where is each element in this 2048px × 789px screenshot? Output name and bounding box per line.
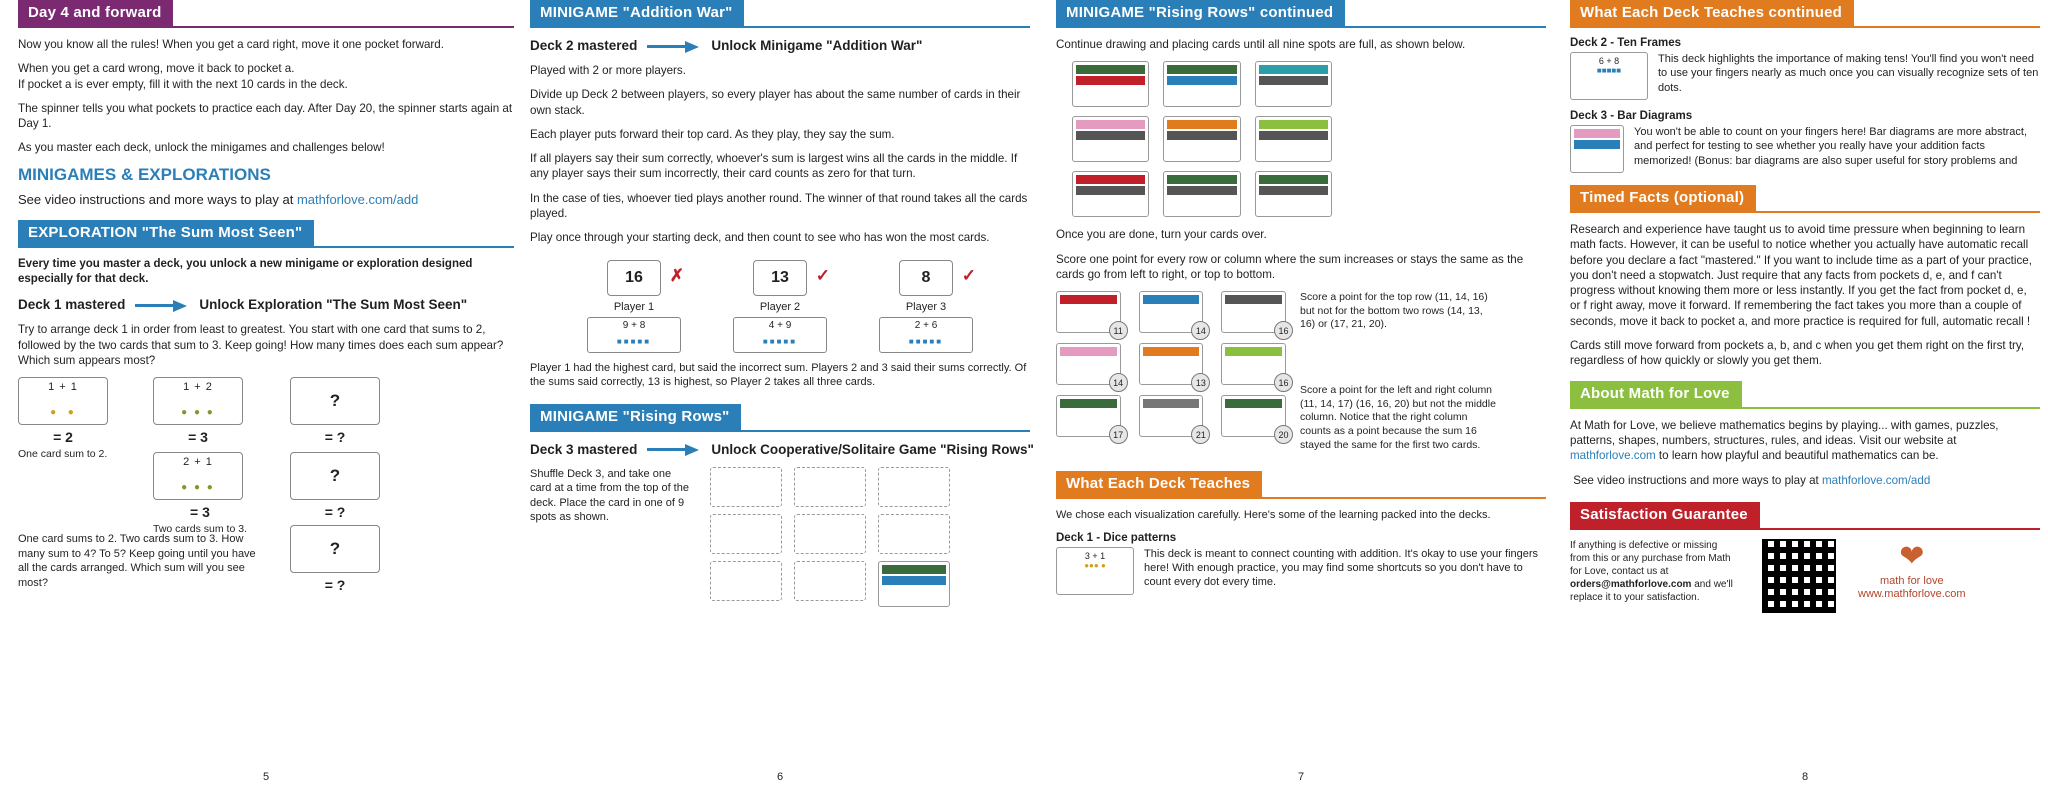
war-player-1-card: 9 + 8	[622, 319, 646, 331]
guarantee-banner-bar	[1570, 502, 2040, 530]
rows-placed-card	[878, 561, 950, 607]
timed-para-2: Cards still move forward from pockets a, b, and c when you get them right on the first try, regardless of how quickly or slowly you get them.	[1570, 339, 2025, 368]
war-player-1-sum: 16	[607, 260, 661, 296]
deck1-unlock-text: Unlock Exploration "The Sum Most Seen"	[199, 297, 468, 313]
day4-para-5: As you master each deck, unlock the minigames and challenges below!	[18, 141, 385, 155]
rising-rows-empty-grid	[710, 467, 950, 607]
guarantee-text-1: If anything is defective or missing from this or any purchase from Math for Love, contact us at	[1570, 539, 1731, 577]
teaches-banner: What Each Deck Teaches	[1056, 471, 1262, 497]
addition-war-banner-bar	[530, 0, 1030, 28]
rows-num-card: 13	[1139, 343, 1204, 385]
about-video-prefix: See video instructions and more ways to play at	[1573, 473, 1822, 487]
war-para-3: Each player puts forward their top card. As they play, they say the sum.	[530, 127, 895, 141]
rows-slot	[794, 514, 866, 554]
rows-num-card: 21	[1139, 395, 1204, 437]
war-para-2: Divide up Deck 2 between players, so every player has about the same number of cards in their own stack.	[530, 88, 1021, 117]
rows-card	[1163, 116, 1240, 162]
rising-rows-full-grid	[1072, 61, 1332, 217]
war-caption: Player 1 had the highest card, but said the incorrect sum. Players 2 and 3 said their sums correctly. Of the sums said correctly, 13 is highest, so Player 2 takes all three cards.	[530, 361, 1027, 389]
rows-card	[1072, 61, 1149, 107]
rows-slot	[710, 514, 782, 554]
rows-slot	[878, 467, 950, 507]
sum-card-5-q: ?	[290, 452, 380, 500]
rows-slot	[710, 561, 782, 601]
rows-card	[1255, 116, 1332, 162]
about-link[interactable]: mathforlove.com	[1570, 449, 1656, 463]
logo-name: math for love	[1880, 574, 1944, 587]
teaches-banner-bar	[1056, 471, 1546, 499]
guarantee-text-2: and we'll replace it to your satisfaction.	[1570, 578, 1733, 603]
about-video-link[interactable]: mathforlove.com/add	[1822, 473, 1931, 487]
rising-rows-banner: MINIGAME "Rising Rows"	[530, 404, 741, 430]
about-banner: About Math for Love	[1570, 381, 1742, 407]
page-number-7: 7	[1297, 771, 1305, 783]
deck2-card-eq: 6 + 8	[1598, 56, 1620, 66]
deck3-title: Deck 3 - Bar Diagrams	[1570, 110, 1693, 122]
day4-para-1: Now you know all the rules! When you get a card right, move it one pocket forward.	[18, 38, 444, 51]
sum-card-6-q: ?	[290, 525, 380, 573]
deck2-unlock-label: Deck 2 mastered	[530, 38, 638, 53]
war-player-3-card: 2 + 6	[914, 319, 938, 331]
teaches-intro: We chose each visualization carefully. Here's some of the learning packed into the decks.	[1056, 509, 1491, 522]
war-player-2-card: 4 + 9	[768, 319, 792, 331]
arrow-right-icon	[647, 41, 701, 51]
rows-note-bottom: Score a point for the left and right column (11, 14, 17) (16, 16, 20) but not the middle column. Notice that the right column counts as a point because the sum 16 stayed the same for the first two cards.	[1300, 384, 1496, 451]
sum-card-5-result: = ?	[324, 504, 346, 521]
rows-card	[1072, 116, 1149, 162]
about-video-line	[1570, 473, 2040, 488]
timed-banner: Timed Facts (optional)	[1570, 185, 1756, 211]
page-6	[530, 0, 1034, 789]
sum-card-1-eq: 1 + 1	[48, 381, 78, 394]
rising-rows-cont-banner: MINIGAME "Rising Rows" continued	[1056, 0, 1345, 26]
deck3-unlock-row	[530, 441, 1034, 457]
rows-cont-intro: Continue drawing and placing cards until all nine spots are full, as shown below.	[1056, 38, 1466, 51]
deck3-unlock-text: Unlock Cooperative/Solitaire Game "Rising Rows"	[711, 441, 1034, 457]
page-7	[1056, 0, 1546, 789]
heart-icon: ❤	[1899, 539, 1925, 573]
about-text-suffix: to learn how playful and beautiful mathematics can be.	[1655, 449, 1939, 463]
teaches-cont-banner: What Each Deck Teaches continued	[1570, 0, 1854, 26]
addition-war-example	[530, 260, 1030, 353]
war-player-2-name: Player 2	[759, 300, 801, 313]
deck3-unlock-label: Deck 3 mastered	[530, 441, 638, 457]
page-number-8: 8	[1801, 771, 1809, 783]
sum-card-1: 1 + 1 ● ● = 2 One card sum to 2.	[18, 377, 108, 460]
sum-card-3-caption: Two cards sum to 3.	[153, 523, 247, 536]
guarantee-banner: Satisfaction Guarantee	[1570, 502, 1760, 528]
exploration-closing: One card sums to 2. Two cards sum to 3. How many sum to 4? To 5? Keep going until you have all the cards arranged. Which sum will you see most?	[18, 533, 256, 589]
timed-para-1: Research and experience have taught us to avoid time pressure when beginning to learn math facts. However, it can be useful to notice whether you actually have automatic recall before you declare a fact "mastered." If you want to include time as a part of your practice, you don't need a stopwatch. Just require that any facts from pockets d, e, and f can't progress without knowing them more or less instantly. If you get the fact from pocket d, e, or f right away, move it forward. If remembering the fact takes you more than a couple of seconds, move it back to pocket a, and more practice is required for full, automatic recall !	[1570, 223, 2032, 328]
war-player-3-sum: 8	[899, 260, 953, 296]
deck1-card-icon: 3 + 1 ●●● ●	[1056, 547, 1134, 595]
rows-body: Shuffle Deck 3, and take one card at a time from the top of the deck. Place the card in one of 9 spots as shown.	[530, 467, 689, 524]
exploration-intro: Every time you master a deck, you unlock a new minigame or exploration designed especially for that deck.	[18, 257, 473, 286]
addition-war-banner: MINIGAME "Addition War"	[530, 0, 744, 26]
exploration-banner: EXPLORATION "The Sum Most Seen"	[18, 220, 314, 246]
rows-num-card: 16	[1221, 291, 1286, 333]
rows-num-card: 14	[1056, 343, 1121, 385]
deck3-text: You won't be able to count on your fingers here! Bar diagrams are more abstract, and perfect for testing to see whether you really have your addition facts memorized! (Bonus: bar diagrams are also super useful for story problems and	[1634, 126, 2028, 167]
logo-url: www.mathforlove.com	[1858, 588, 1966, 601]
sum-card-4	[290, 377, 380, 445]
about-text	[1570, 418, 2040, 464]
rows-slot	[794, 467, 866, 507]
video-line-text: See video instructions and more ways to play at	[18, 191, 297, 207]
day4-banner: Day 4 and forward	[18, 0, 173, 26]
sum-card-3: 2 + 1 ● ● ● = 3 Two cards sum to 3.	[153, 452, 247, 535]
guarantee-email[interactable]: orders@mathforlove.com	[1570, 578, 1692, 590]
war-player-2: 13 ✓ Player 2 4 + 9 ■■■■■	[720, 260, 840, 353]
page-number-6: 6	[776, 771, 784, 783]
sum-card-1-caption: One card sum to 2.	[18, 448, 108, 461]
war-player-1-name: Player 1	[613, 300, 655, 313]
sum-card-3-eq: 2 + 1	[183, 456, 213, 469]
deck2-unlock-text: Unlock Minigame "Addition War"	[711, 38, 923, 53]
math-for-love-logo	[1858, 539, 1966, 601]
rows-num-card: 17	[1056, 395, 1121, 437]
war-player-3-name: Player 3	[905, 300, 947, 313]
sum-card-2-result: = 3	[188, 429, 208, 446]
rows-slot	[794, 561, 866, 601]
exploration-banner-bar	[18, 220, 514, 248]
correct-icon: ✓	[961, 265, 976, 285]
rows-card	[1255, 61, 1332, 107]
rows-num-card: 20	[1221, 395, 1286, 437]
deck1-unlock-row	[18, 297, 514, 312]
deck1-title: Deck 1 - Dice patterns	[1056, 531, 1177, 544]
deck1-text: This deck is meant to connect counting with addition. It's okay to use your fingers here! With enough practice, you may find some shortcuts so you don't have to count every dot every time.	[1144, 547, 1539, 589]
day4-para-4: The spinner tells you what pockets to practice each day. After Day 20, the spinner starts again at Day 1.	[18, 101, 513, 131]
video-line	[18, 191, 514, 208]
sum-card-3-result: = 3	[190, 504, 210, 521]
sum-card-4-q: ?	[290, 377, 380, 425]
sum-most-seen-diagram	[18, 377, 514, 592]
rows-card	[1072, 171, 1149, 217]
deck1-card-eq: 3 + 1	[1084, 550, 1106, 561]
day4-para-2: When you get a card wrong, move it back to pocket a.	[18, 62, 295, 76]
day4-banner-bar	[18, 0, 514, 28]
rows-note-top: Score a point for the top row (11, 14, 16) but not for the bottom two rows (14, 13, 16) or (17, 21, 20).	[1300, 291, 1488, 331]
rows-card	[1163, 171, 1240, 217]
timed-banner-bar	[1570, 185, 2040, 213]
war-para-4: If all players say their sum correctly, whoever's sum is largest wins all the cards in the middle. If any player says their sum incorrectly, their card counts as zero for that turn.	[530, 152, 1018, 181]
deck3-card-icon	[1570, 125, 1624, 173]
sum-card-4-result: = ?	[324, 429, 346, 446]
guarantee-text	[1570, 539, 1740, 604]
rows-num-card: 16	[1221, 343, 1286, 385]
rows-card	[1255, 171, 1332, 217]
correct-icon: ✓	[815, 265, 830, 285]
arrow-right-icon	[135, 300, 189, 310]
deck2-card-icon: 6 + 8 ■■■■■	[1570, 52, 1648, 100]
war-player-3: 8 ✓ Player 3 2 + 6 ■■■■■	[866, 260, 986, 353]
sum-card-1-result: = 2	[53, 429, 73, 446]
war-para-6: Play once through your starting deck, and then count to see who has won the most cards.	[530, 231, 990, 245]
rising-rows-cont-banner-bar	[1056, 0, 1546, 28]
sum-card-6-result: = ?	[324, 577, 346, 594]
video-link[interactable]: mathforlove.com/add	[296, 191, 419, 207]
rows-num-card: 11	[1056, 291, 1121, 333]
page-8	[1570, 0, 2040, 789]
day4-para-3: If pocket a is ever empty, fill it with the next 10 cards in the deck.	[18, 77, 348, 91]
deck2-text: This deck highlights the importance of making tens! You'll find you won't need to use your fingers nearly as much once you can visually recognize sets of ten dots.	[1658, 53, 2039, 94]
about-banner-bar	[1570, 381, 2040, 409]
about-text-prefix: At Math for Love, we believe mathematics begins by playing... with games, puzzles, patterns, shapes, numbers, structures, rules, and ideas. Visit our website at	[1570, 418, 1999, 447]
deck2-row	[1570, 52, 2040, 100]
sum-card-2: 1 + 2 ● ● ● = 3	[153, 377, 243, 445]
sum-card-5	[290, 452, 380, 520]
page-5	[18, 0, 514, 789]
rows-slot	[878, 514, 950, 554]
sum-card-6	[290, 525, 380, 593]
deck1-row	[1056, 547, 1546, 595]
deck1-unlock-label: Deck 1 mastered	[18, 297, 126, 313]
rising-rows-banner-bar	[530, 404, 1030, 432]
war-para-5: In the case of ties, whoever tied plays another round. The winner of that round takes all the cards played.	[530, 191, 1028, 221]
minigames-heading: MINIGAMES & EXPLORATIONS	[18, 164, 271, 184]
rows-num-card: 14	[1139, 291, 1204, 333]
sum-card-2-eq: 1 + 2	[183, 381, 213, 394]
war-player-1: 16 ✗ Player 1 9 + 8 ■■■■■	[574, 260, 694, 353]
deck2-title: Deck 2 - Ten Frames	[1570, 37, 1682, 49]
teaches-cont-banner-bar	[1570, 0, 2040, 28]
rows-slot	[710, 467, 782, 507]
rows-number-grid	[1056, 291, 1289, 440]
qr-code-icon[interactable]	[1762, 539, 1836, 613]
rising-rows-scoring-diagram	[1056, 291, 1546, 461]
rows-scoring: Score one point for every row or column where the sum increases or stays the same as the cards go from left to right, or top to bottom.	[1056, 252, 1524, 281]
rows-after-grid: Once you are done, turn your cards over.	[1056, 228, 1267, 242]
exploration-body: Try to arrange deck 1 in order from least to greatest. You start with one card that sums to 2, followed by the two cards that sum to 3. Keep going! How many times does each sum appear? Which sum appears most?	[18, 323, 504, 367]
rows-card	[1163, 61, 1240, 107]
war-player-2-sum: 13	[753, 260, 807, 296]
incorrect-icon: ✗	[669, 265, 684, 285]
arrow-right-icon	[647, 444, 701, 454]
page-number-5: 5	[262, 771, 270, 783]
deck2-unlock-row	[530, 38, 1030, 53]
war-para-1: Played with 2 or more players.	[530, 64, 686, 77]
deck3-row	[1570, 125, 2040, 173]
